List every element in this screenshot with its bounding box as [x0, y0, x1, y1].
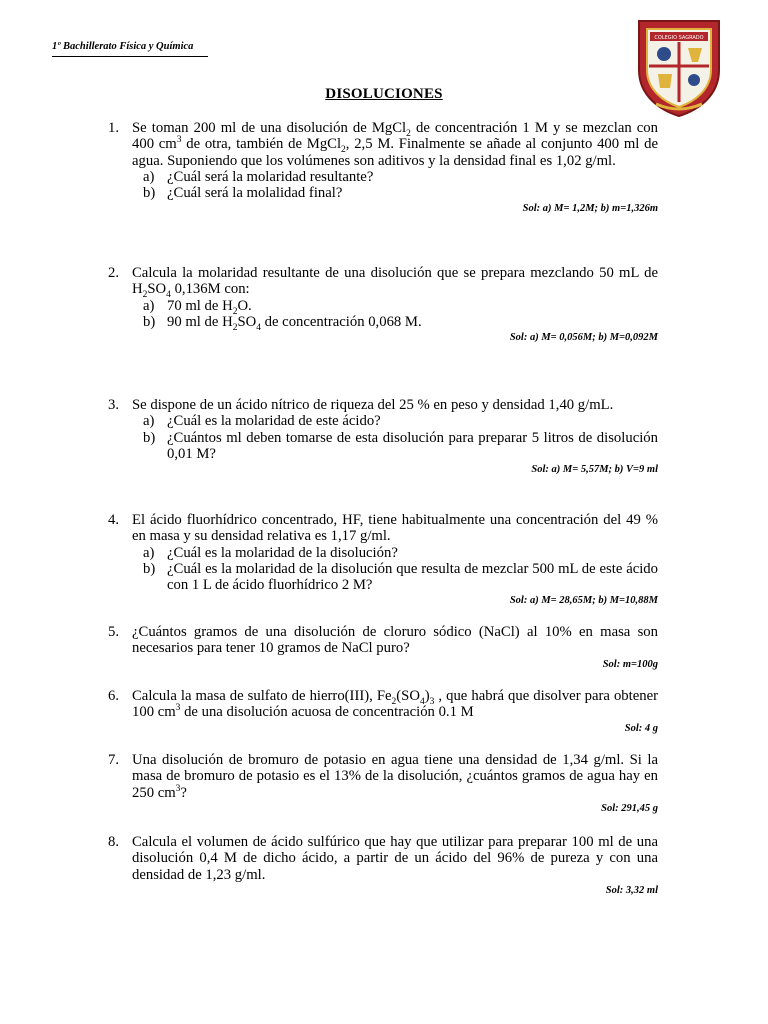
question-item: a) ¿Cuál es la molaridad de este ácido?: [143, 413, 381, 430]
question-number: 6.: [108, 688, 120, 704]
course-header: 1º Bachillerato Física y Química: [52, 41, 194, 52]
question-number: 1.: [108, 120, 120, 136]
question-item: b) ¿Cuántos ml deben tomarse de esta disolución para preparar 5 litros de disolución 0,01 M?: [143, 429, 658, 462]
question-3: 3. Se dispone de un ácido nítrico de riqueza del 25 % en peso y densidad 1,40 g/mL. a) ¿Cuál es la molaridad de este ácido? b) ¿Cuántos ml deben tomarse de esta disolución para preparar 5 litros de disolución 0,01 M? Sol: a) M= 5,57M; b) V=9 ml: [108, 397, 658, 476]
question-number: 4.: [108, 512, 120, 528]
question-8: 8. Calcula el volumen de ácido sulfúrico que hay que utilizar para preparar 100 ml de una disolución 0,4 M de dicho ácido, a partir de un ácido del 96% de pureza y con una densidad de 1,23 g/ml. Sol: 3,32 ml: [108, 834, 658, 896]
solution: Sol: 291,45 g: [601, 802, 658, 814]
solution: Sol: m=100g: [602, 658, 658, 670]
question-6: 6. Calcula la masa de sulfato de hierro(III), $Fe_2(SO_4)_3$ , que habrá que disolver para obtener 100 $cm^3$ de una disolución acuosa de concentración 0.1 M Sol: 4 g: [108, 688, 658, 734]
solution: Sol: 4 g: [624, 722, 658, 734]
question-number: 7.: [108, 752, 120, 768]
question-item: a) ¿Cuál es la molaridad de la disolución?: [143, 544, 398, 561]
question-1: 1. Se toman 200 ml de una disolución de MgCl$_2$ de concentración 1 M y se mezclan con 400 $cm^3$ de otra, también de MgCl$_2$, 2,5 M. Finalmente se añade al conjunto 400 ml de agua. Suponiendo que los volúmenes son aditivos y la densidad final es 1,02 g/ml. a) ¿Cuál será la molaridad resultante? b) ¿Cuál será la molalidad final? Sol: a) M= 1,2M; b) m=1,326m: [108, 120, 658, 215]
question-number: 3.: [108, 397, 120, 413]
solution: Sol: 3,32 ml: [605, 884, 658, 896]
question-item: b) ¿Cuál es la molaridad de la disolución que resulta de mezclar 500 mL de este ácido con 1 L de ácido fluorhídrico 2 M?: [143, 560, 658, 594]
question-number: 2.: [108, 265, 120, 281]
question-2: 2. Calcula la molaridad resultante de una disolución que se prepara mezclando 50 mL de $H_2SO_4$ 0,136M con: a) 70 ml de $H_2O$. b) 90 ml de $H_2SO_4$ de concentración 0,068 M. Sol: a) M= 0,056M; b) M=0,092M: [108, 265, 658, 344]
question-item: a) ¿Cuál será la molaridad resultante?: [143, 168, 374, 185]
crest-label: COLEGIO SAGRADO: [654, 35, 704, 41]
question-number: 8.: [108, 834, 120, 850]
page-title: DISOLUCIONES: [325, 86, 443, 102]
header-underline: [52, 56, 208, 57]
solution: Sol: a) M= 5,57M; b) V=9 ml: [531, 464, 658, 476]
school-crest-logo: [636, 18, 722, 118]
question-number: 5.: [108, 624, 120, 640]
solution: Sol: a) M= 1,2M; b) m=1,326m: [522, 203, 658, 215]
question-7: 7. Una disolución de bromuro de potasio en agua tiene una densidad de 1,34 g/ml. Si la masa de bromuro de potasio es el 13% de la disolución, ¿cuántos gramos de agua hay en 250 $cm^3$? Sol: 291,45 g: [108, 752, 658, 814]
question-item: b) 90 ml de $H_2SO_4$ de concentración 0,068 M.: [143, 313, 422, 333]
question-4: 4. El ácido fluorhídrico concentrado, HF, tiene habitualmente una concentración del 49 % en masa y su densidad relativa es 1,17 g/ml. a) ¿Cuál es la molaridad de la disolución? b) ¿Cuál es la molaridad de la disolución que resulta de mezclar 500 mL de este ácido con 1 L de ácido fluorhídrico 2 M? Sol: a) M= 28,65M; b) M=10,88M: [108, 512, 658, 607]
solution: Sol: a) M= 0,056M; b) M=0,092M: [509, 332, 658, 344]
solution: Sol: a) M= 28,65M; b) M=10,88M: [509, 595, 658, 607]
question-item: a) 70 ml de $H_2O$.: [143, 297, 252, 317]
question-5: 5. ¿Cuántos gramos de una disolución de cloruro sódico (NaCl) al 10% en masa son necesarios para tener 10 gramos de NaCl puro? Sol: m=100g: [108, 624, 658, 670]
question-item: b) ¿Cuál será la molalidad final?: [143, 185, 343, 202]
